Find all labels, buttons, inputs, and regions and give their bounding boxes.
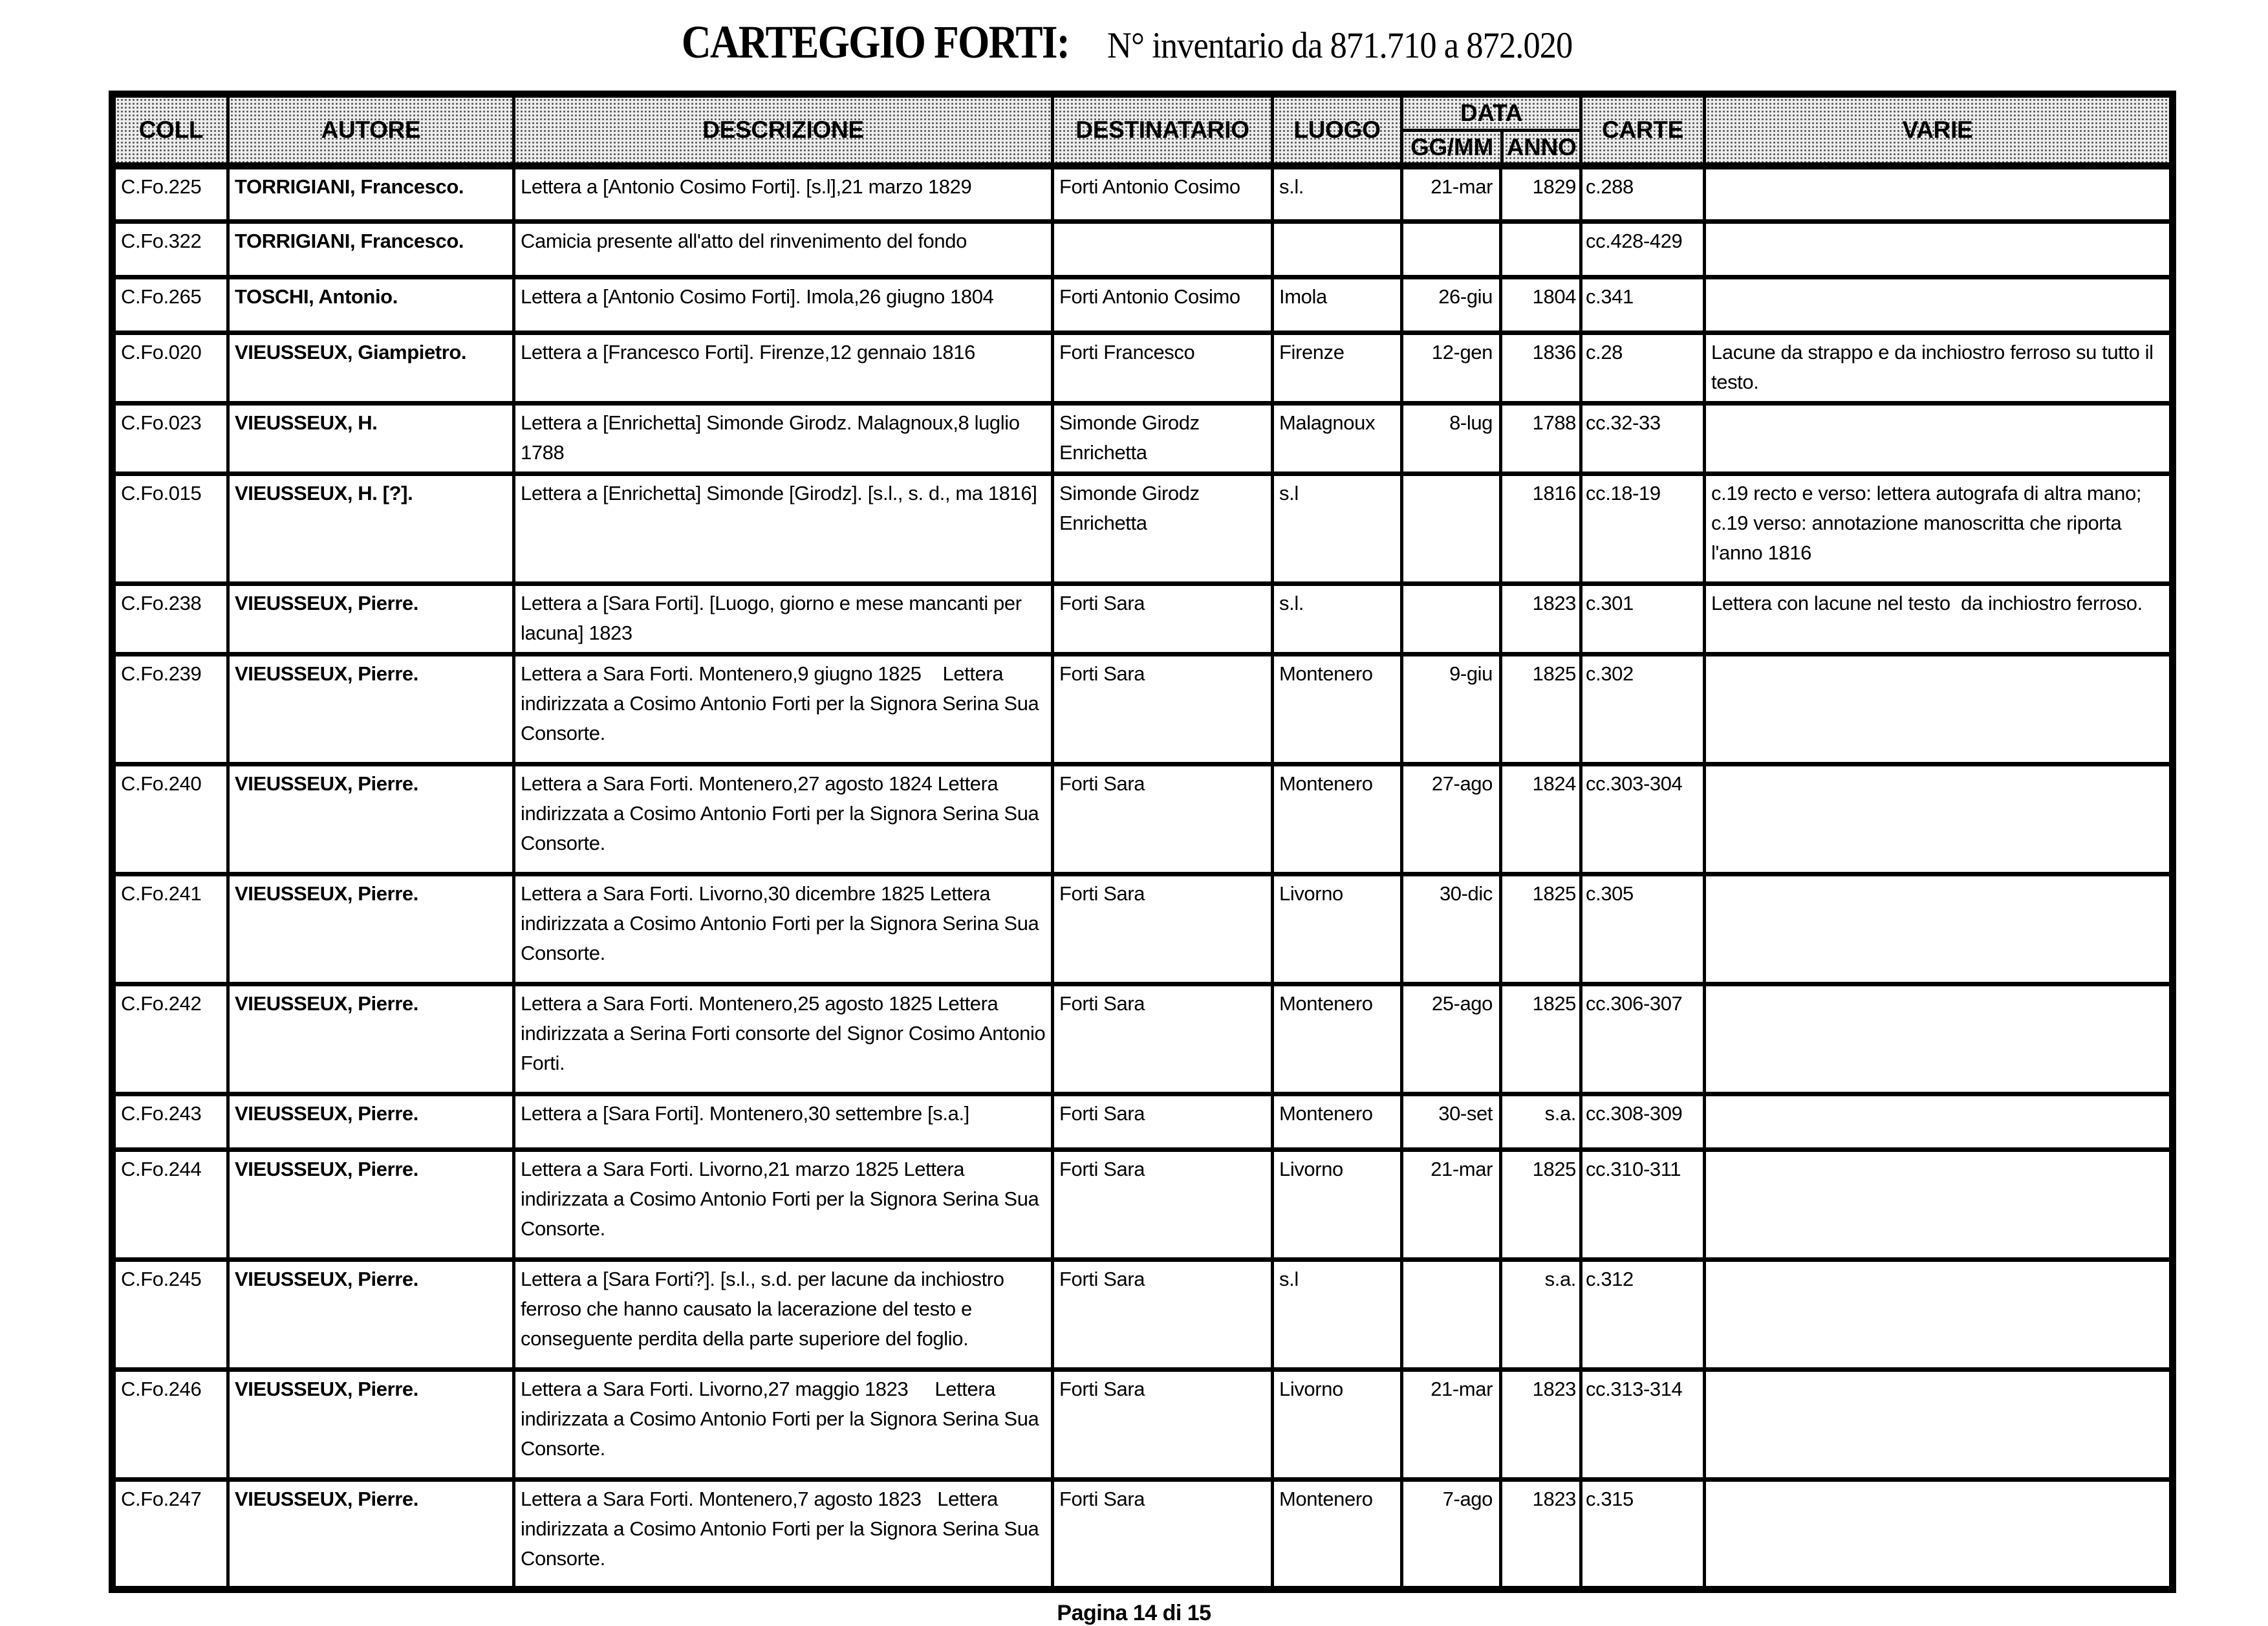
cell-varie xyxy=(1705,1480,2173,1590)
table-row xyxy=(113,404,2173,474)
cell-descrizione: Lettera a [Enrichetta] Simonde [Girodz]. [s.l., s. d., ma 1816] xyxy=(514,474,1053,584)
cell-varie xyxy=(1705,166,2173,222)
cell-destinatario: Forti Sara xyxy=(1053,1260,1273,1370)
cell-coll: C.Fo.015 xyxy=(113,474,228,584)
cell-autore: VIEUSSEUX, Pierre. xyxy=(228,655,514,764)
cell-luogo: Montenero xyxy=(1273,655,1402,764)
header-row xyxy=(113,94,2173,166)
header-varie: VARIE xyxy=(1705,94,2173,166)
table-row xyxy=(113,333,2173,404)
cell-destinatario: Simonde Girodz Enrichetta xyxy=(1053,404,1273,474)
title-inventory-range: N° inventario da 871.710 a 872.020 xyxy=(1107,25,1573,66)
cell-carte: cc.308-309 xyxy=(1581,1094,1705,1150)
cell-varie xyxy=(1705,1370,2173,1480)
inventory-table xyxy=(109,91,2176,1593)
cell-varie xyxy=(1705,277,2173,333)
cell-destinatario: Forti Sara xyxy=(1053,984,1273,1094)
cell-autore: VIEUSSEUX, Pierre. xyxy=(228,764,514,874)
table-row xyxy=(113,764,2173,874)
cell-carte: cc.18-19 xyxy=(1581,474,1705,584)
table-header xyxy=(113,94,2173,166)
cell-varie: Lacune da strappo e da inchiostro ferroso su tutto il testo. xyxy=(1705,333,2173,404)
cell-varie xyxy=(1705,404,2173,474)
cell-luogo: Firenze xyxy=(1273,333,1402,404)
cell-descrizione: Lettera a [Sara Forti?]. [s.l., s.d. per lacune da inchiostro ferroso che hanno causato la lacerazione del testo e conseguente perdita della parte superiore del foglio. xyxy=(514,1260,1053,1370)
header-data-group-wrap xyxy=(1403,98,1579,162)
cell-varie xyxy=(1705,655,2173,764)
cell-coll: C.Fo.243 xyxy=(113,1094,228,1150)
cell-carte: cc.32-33 xyxy=(1581,404,1705,474)
cell-destinatario: Forti Sara xyxy=(1053,764,1273,874)
header-data: DATA xyxy=(1403,98,1579,132)
cell-anno: s.a. xyxy=(1501,1260,1581,1370)
cell-coll: C.Fo.023 xyxy=(113,404,228,474)
cell-coll: C.Fo.246 xyxy=(113,1370,228,1480)
page-footer: Pagina 14 di 15 xyxy=(1057,1601,1211,1625)
cell-varie xyxy=(1705,1094,2173,1150)
cell-destinatario: Forti Francesco xyxy=(1053,333,1273,404)
table-row xyxy=(113,1094,2173,1150)
table-row xyxy=(113,984,2173,1094)
cell-coll: C.Fo.245 xyxy=(113,1260,228,1370)
cell-destinatario: Forti Sara xyxy=(1053,874,1273,984)
table-row xyxy=(113,474,2173,584)
cell-ggmm: 9-giu xyxy=(1402,655,1501,764)
page-title xyxy=(0,0,2268,84)
cell-anno: 1825 xyxy=(1501,874,1581,984)
cell-destinatario: Forti Antonio Cosimo xyxy=(1053,277,1273,333)
cell-autore: VIEUSSEUX, Pierre. xyxy=(228,1480,514,1590)
cell-luogo: Montenero xyxy=(1273,984,1402,1094)
cell-luogo: Montenero xyxy=(1273,1480,1402,1590)
cell-anno xyxy=(1501,222,1581,277)
table-row xyxy=(113,874,2173,984)
cell-ggmm: 21-mar xyxy=(1402,1370,1501,1480)
table-row xyxy=(113,584,2173,655)
cell-ggmm: 7-ago xyxy=(1402,1480,1501,1590)
table-row xyxy=(113,222,2173,277)
cell-destinatario: Forti Sara xyxy=(1053,1370,1273,1480)
header-anno: ANNO xyxy=(1500,132,1579,162)
cell-descrizione: Camicia presente all'atto del rinvenimento del fondo xyxy=(514,222,1053,277)
cell-ggmm xyxy=(1402,474,1501,584)
header-data-sub xyxy=(1403,132,1579,162)
cell-descrizione: Lettera a Sara Forti. Montenero,7 agosto 1823 Lettera indirizzata a Cosimo Antonio Forti per la Signora Serina Sua Consorte. xyxy=(514,1480,1053,1590)
cell-carte: c.302 xyxy=(1581,655,1705,764)
table-row xyxy=(113,1150,2173,1260)
cell-carte: c.288 xyxy=(1581,166,1705,222)
cell-destinatario: Simonde Girodz Enrichetta xyxy=(1053,474,1273,584)
cell-varie xyxy=(1705,874,2173,984)
cell-varie xyxy=(1705,984,2173,1094)
cell-destinatario: Forti Antonio Cosimo xyxy=(1053,166,1273,222)
cell-ggmm: 27-ago xyxy=(1402,764,1501,874)
cell-destinatario xyxy=(1053,222,1273,277)
cell-anno: 1816 xyxy=(1501,474,1581,584)
cell-coll: C.Fo.265 xyxy=(113,277,228,333)
cell-coll: C.Fo.242 xyxy=(113,984,228,1094)
cell-autore: VIEUSSEUX, Pierre. xyxy=(228,1150,514,1260)
cell-autore: VIEUSSEUX, Pierre. xyxy=(228,1094,514,1150)
cell-anno: 1825 xyxy=(1501,984,1581,1094)
cell-ggmm xyxy=(1402,584,1501,655)
cell-carte: cc.306-307 xyxy=(1581,984,1705,1094)
inventory-table-wrap xyxy=(109,91,2169,1593)
cell-varie xyxy=(1705,1150,2173,1260)
header-coll: COLL xyxy=(113,94,228,166)
cell-carte: cc.310-311 xyxy=(1581,1150,1705,1260)
cell-carte: c.341 xyxy=(1581,277,1705,333)
cell-descrizione: Lettera a [Enrichetta] Simonde Girodz. Malagnoux,8 luglio 1788 xyxy=(514,404,1053,474)
cell-luogo: s.l xyxy=(1273,474,1402,584)
cell-descrizione: Lettera a [Francesco Forti]. Firenze,12 gennaio 1816 xyxy=(514,333,1053,404)
cell-destinatario: Forti Sara xyxy=(1053,1480,1273,1590)
cell-luogo: s.l xyxy=(1273,1260,1402,1370)
cell-autore: TOSCHI, Antonio. xyxy=(228,277,514,333)
table-row xyxy=(113,655,2173,764)
header-carte: CARTE xyxy=(1581,94,1705,166)
cell-carte: c.315 xyxy=(1581,1480,1705,1590)
cell-autore: VIEUSSEUX, Pierre. xyxy=(228,1260,514,1370)
cell-descrizione: Lettera a [Sara Forti]. [Luogo, giorno e mese mancanti per lacuna] 1823 xyxy=(514,584,1053,655)
header-descrizione: DESCRIZIONE xyxy=(514,94,1053,166)
cell-autore: TORRIGIANI, Francesco. xyxy=(228,222,514,277)
cell-anno: 1824 xyxy=(1501,764,1581,874)
cell-carte: cc.428-429 xyxy=(1581,222,1705,277)
table-row xyxy=(113,1370,2173,1480)
cell-autore: VIEUSSEUX, Pierre. xyxy=(228,1370,514,1480)
cell-autore: VIEUSSEUX, Giampietro. xyxy=(228,333,514,404)
cell-coll: C.Fo.241 xyxy=(113,874,228,984)
cell-anno: 1825 xyxy=(1501,1150,1581,1260)
header-luogo: LUOGO xyxy=(1273,94,1402,166)
cell-varie: Lettera con lacune nel testo da inchiostro ferroso. xyxy=(1705,584,2173,655)
cell-luogo: s.l. xyxy=(1273,584,1402,655)
cell-anno: 1823 xyxy=(1501,1370,1581,1480)
cell-coll: C.Fo.322 xyxy=(113,222,228,277)
cell-coll: C.Fo.225 xyxy=(113,166,228,222)
cell-destinatario: Forti Sara xyxy=(1053,655,1273,764)
header-ggmm: GG/MM xyxy=(1410,133,1494,160)
cell-autore: VIEUSSEUX, Pierre. xyxy=(228,584,514,655)
cell-descrizione: Lettera a Sara Forti. Montenero,25 agosto 1825 Lettera indirizzata a Serina Forti consorte del Signor Cosimo Antonio Forti. xyxy=(514,984,1053,1094)
cell-descrizione: Lettera a [Antonio Cosimo Forti]. Imola,26 giugno 1804 xyxy=(514,277,1053,333)
cell-coll: C.Fo.238 xyxy=(113,584,228,655)
cell-varie xyxy=(1705,1260,2173,1370)
cell-anno: 1836 xyxy=(1501,333,1581,404)
cell-luogo xyxy=(1273,222,1402,277)
cell-varie xyxy=(1705,222,2173,277)
cell-autore: VIEUSSEUX, H. xyxy=(228,404,514,474)
header-destinatario: DESTINATARIO xyxy=(1053,94,1273,166)
table-row xyxy=(113,277,2173,333)
cell-destinatario: Forti Sara xyxy=(1053,584,1273,655)
cell-ggmm: 26-giu xyxy=(1402,277,1501,333)
table-row xyxy=(113,1260,2173,1370)
header-autore: AUTORE xyxy=(228,94,514,166)
cell-descrizione: Lettera a Sara Forti. Montenero,27 agosto 1824 Lettera indirizzata a Cosimo Antonio Forti per la Signora Serina Sua Consorte. xyxy=(514,764,1053,874)
cell-coll: C.Fo.240 xyxy=(113,764,228,874)
cell-descrizione: Lettera a Sara Forti. Montenero,9 giugno 1825 Lettera indirizzata a Cosimo Antonio Forti per la Signora Serina Sua Consorte. xyxy=(514,655,1053,764)
cell-luogo: Malagnoux xyxy=(1273,404,1402,474)
cell-destinatario: Forti Sara xyxy=(1053,1150,1273,1260)
cell-luogo: Montenero xyxy=(1273,1094,1402,1150)
cell-anno: 1825 xyxy=(1501,655,1581,764)
cell-varie xyxy=(1705,764,2173,874)
cell-luogo: Livorno xyxy=(1273,874,1402,984)
cell-coll: C.Fo.247 xyxy=(113,1480,228,1590)
cell-carte: cc.303-304 xyxy=(1581,764,1705,874)
cell-carte: c.312 xyxy=(1581,1260,1705,1370)
cell-carte: c.28 xyxy=(1581,333,1705,404)
cell-ggmm xyxy=(1402,1260,1501,1370)
cell-luogo: Montenero xyxy=(1273,764,1402,874)
cell-ggmm: 21-mar xyxy=(1402,166,1501,222)
cell-luogo: Imola xyxy=(1273,277,1402,333)
cell-coll: C.Fo.020 xyxy=(113,333,228,404)
cell-carte: c.305 xyxy=(1581,874,1705,984)
cell-descrizione: Lettera a Sara Forti. Livorno,21 marzo 1825 Lettera indirizzata a Cosimo Antonio Forti per la Signora Serina Sua Consorte. xyxy=(514,1150,1053,1260)
table-body xyxy=(113,166,2173,1590)
cell-anno: 1804 xyxy=(1501,277,1581,333)
title-main: CARTEGGIO FORTI: xyxy=(681,16,1070,68)
cell-anno: s.a. xyxy=(1501,1094,1581,1150)
cell-descrizione: Lettera a [Antonio Cosimo Forti]. [s.l],21 marzo 1829 xyxy=(514,166,1053,222)
cell-anno: 1823 xyxy=(1501,584,1581,655)
cell-carte: cc.313-314 xyxy=(1581,1370,1705,1480)
cell-ggmm xyxy=(1402,222,1501,277)
cell-ggmm: 30-dic xyxy=(1402,874,1501,984)
cell-carte: c.301 xyxy=(1581,584,1705,655)
cell-luogo: Livorno xyxy=(1273,1370,1402,1480)
cell-coll: C.Fo.239 xyxy=(113,655,228,764)
cell-autore: VIEUSSEUX, H. [?]. xyxy=(228,474,514,584)
cell-anno: 1829 xyxy=(1501,166,1581,222)
header-data-group xyxy=(1402,94,1581,166)
cell-autore: VIEUSSEUX, Pierre. xyxy=(228,984,514,1094)
cell-luogo: Livorno xyxy=(1273,1150,1402,1260)
cell-luogo: s.l. xyxy=(1273,166,1402,222)
cell-descrizione: Lettera a [Sara Forti]. Montenero,30 settembre [s.a.] xyxy=(514,1094,1053,1150)
cell-anno: 1823 xyxy=(1501,1480,1581,1590)
cell-ggmm: 8-lug xyxy=(1402,404,1501,474)
cell-descrizione: Lettera a Sara Forti. Livorno,30 dicembre 1825 Lettera indirizzata a Cosimo Antonio Forti per la Signora Serina Sua Consorte. xyxy=(514,874,1053,984)
cell-descrizione: Lettera a Sara Forti. Livorno,27 maggio 1823 Lettera indirizzata a Cosimo Antonio Forti per la Signora Serina Sua Consorte. xyxy=(514,1370,1053,1480)
table-row xyxy=(113,1480,2173,1590)
cell-ggmm: 12-gen xyxy=(1402,333,1501,404)
cell-ggmm: 30-set xyxy=(1402,1094,1501,1150)
cell-autore: VIEUSSEUX, Pierre. xyxy=(228,874,514,984)
cell-ggmm: 21-mar xyxy=(1402,1150,1501,1260)
cell-anno: 1788 xyxy=(1501,404,1581,474)
cell-coll: C.Fo.244 xyxy=(113,1150,228,1260)
cell-ggmm: 25-ago xyxy=(1402,984,1501,1094)
cell-autore: TORRIGIANI, Francesco. xyxy=(228,166,514,222)
cell-varie: c.19 recto e verso: lettera autografa di altra mano; c.19 verso: annotazione manoscritta che riporta l'anno 1816 xyxy=(1705,474,2173,584)
table-row xyxy=(113,166,2173,222)
cell-destinatario: Forti Sara xyxy=(1053,1094,1273,1150)
